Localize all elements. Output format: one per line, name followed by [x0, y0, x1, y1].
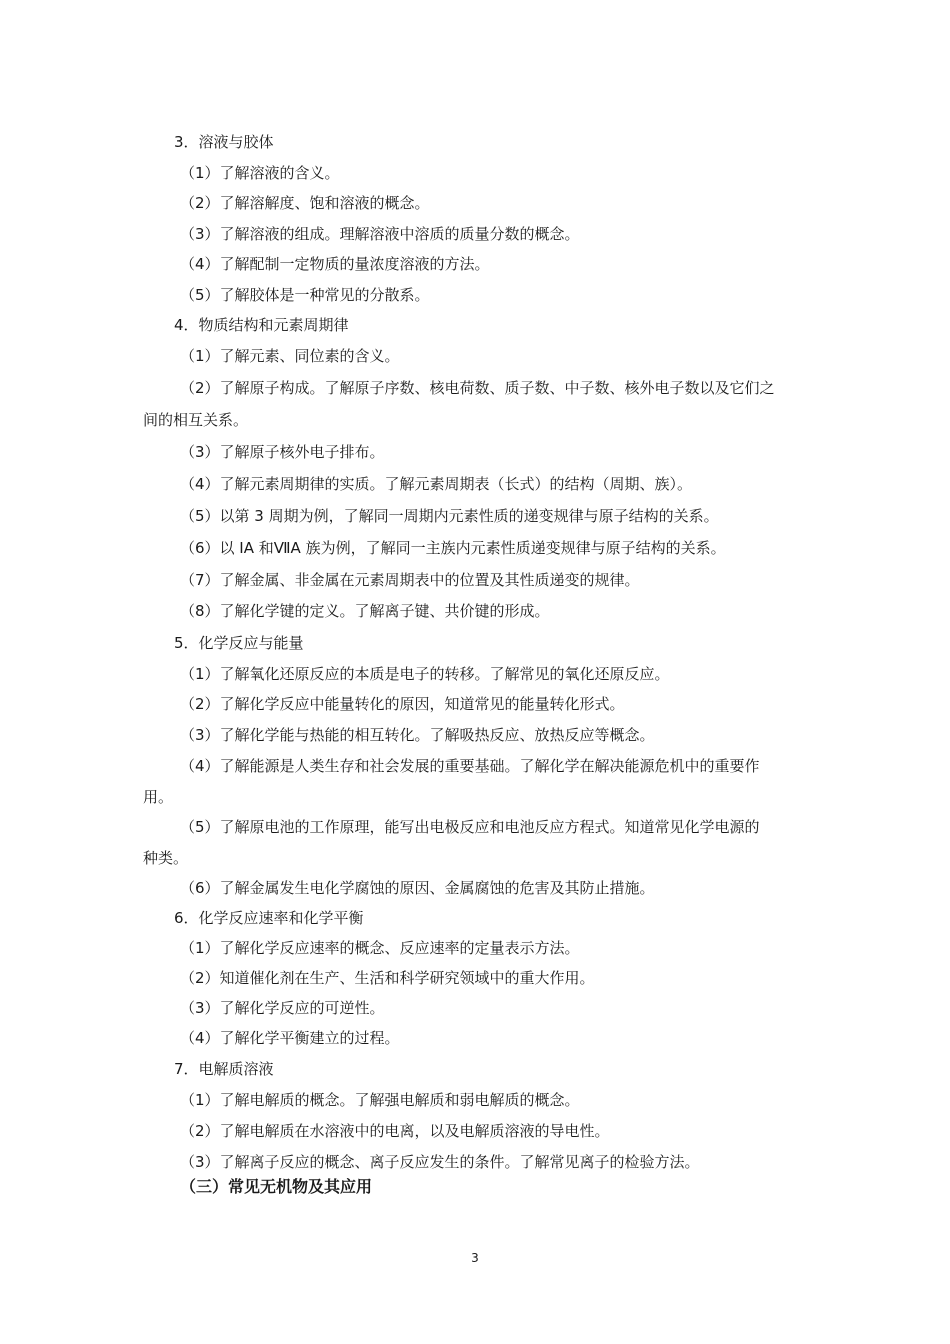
list-item: （6）以 IA 和ⅦA 族为例，了解同一主族内元素性质递变规律与原子结构的关系。	[180, 539, 726, 557]
list-item: （5）了解胶体是一种常见的分散系。	[180, 286, 430, 304]
subsection-heading: 3．溶液与胶体	[174, 133, 274, 151]
list-item: （2）知道催化剂在生产、生活和科学研究领域中的重大作用。	[180, 969, 595, 987]
list-item: （4）了解化学平衡建立的过程。	[180, 1029, 400, 1047]
subsection-heading: 5．化学反应与能量	[174, 634, 304, 652]
list-item: （4）了解能源是人类生存和社会发展的重要基础。了解化学在解决能源危机中的重要作	[180, 757, 760, 775]
list-item: （8）了解化学键的定义。了解离子键、共价键的形成。	[180, 602, 550, 620]
section-heading: （三）常见无机物及其应用	[180, 1177, 373, 1196]
list-item-continuation: 用。	[143, 788, 174, 806]
list-item: （4）了解元素周期律的实质。了解元素周期表（长式）的结构（周期、族）。	[180, 475, 693, 493]
list-item: （2）了解原子构成。了解原子序数、核电荷数、质子数、中子数、核外电子数以及它们之	[180, 379, 775, 397]
list-item: （1）了解元素、同位素的含义。	[180, 347, 400, 365]
list-item: （3）了解化学反应的可逆性。	[180, 999, 385, 1017]
subsection-heading: 4．物质结构和元素周期律	[174, 316, 349, 334]
list-item: （1）了解溶液的含义。	[180, 164, 340, 182]
list-item: （5）了解原电池的工作原理，能写出电极反应和电池反应方程式。知道常见化学电源的	[180, 818, 760, 836]
list-item-continuation: 种类。	[143, 849, 189, 867]
list-item: （3）了解溶液的组成。理解溶液中溶质的质量分数的概念。	[180, 225, 580, 243]
subsection-heading: 7．电解质溶液	[174, 1060, 274, 1078]
list-item: （4）了解配制一定物质的量浓度溶液的方法。	[180, 255, 490, 273]
list-item: （1）了解电解质的概念。了解强电解质和弱电解质的概念。	[180, 1091, 580, 1109]
list-item: （1）了解化学反应速率的概念、反应速率的定量表示方法。	[180, 939, 580, 957]
subsection-heading: 6．化学反应速率和化学平衡	[174, 909, 364, 927]
list-item: （3）了解离子反应的概念、离子反应发生的条件。了解常见离子的检验方法。	[180, 1153, 700, 1171]
list-item: （1）了解氧化还原反应的本质是电子的转移。了解常见的氧化还原反应。	[180, 665, 670, 683]
page-number: 3	[471, 1251, 479, 1265]
list-item-continuation: 间的相互关系。	[143, 411, 249, 429]
list-item: （6）了解金属发生电化学腐蚀的原因、金属腐蚀的危害及其防止措施。	[180, 879, 655, 897]
list-item: （2）了解化学反应中能量转化的原因，知道常见的能量转化形式。	[180, 695, 625, 713]
list-item: （2）了解溶解度、饱和溶液的概念。	[180, 194, 430, 212]
list-item: （7）了解金属、非金属在元素周期表中的位置及其性质递变的规律。	[180, 571, 640, 589]
list-item: （2）了解电解质在水溶液中的电离，以及电解质溶液的导电性。	[180, 1122, 610, 1140]
list-item: （3）了解原子核外电子排布。	[180, 443, 385, 461]
list-item: （3）了解化学能与热能的相互转化。了解吸热反应、放热反应等概念。	[180, 726, 655, 744]
list-item: （5）以第 3 周期为例，了解同一周期内元素性质的递变规律与原子结构的关系。	[180, 507, 719, 525]
